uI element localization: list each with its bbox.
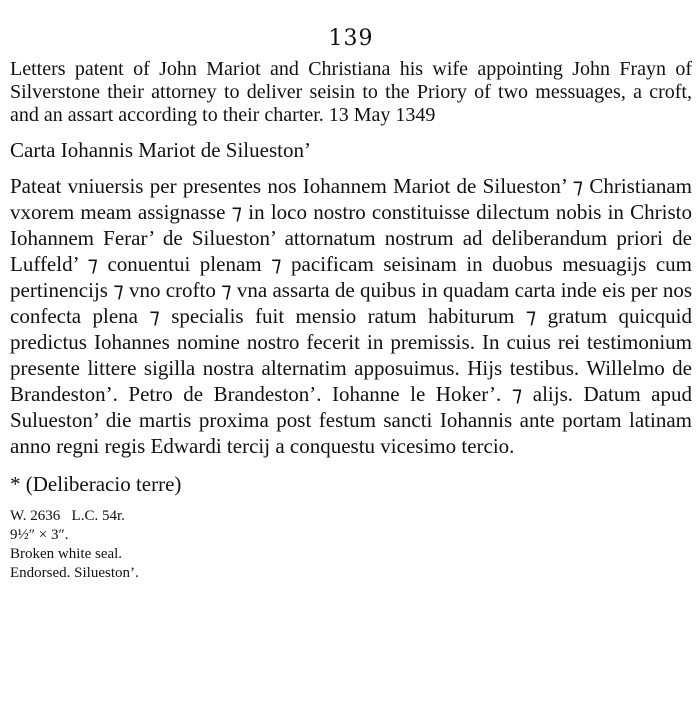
endorsed-line: Endorsed. Silueston’. <box>10 565 139 581</box>
document-title: Carta Iohannis Mariot de Silueston’ <box>10 138 311 162</box>
dimensions-line: 9½″ × 3″. <box>10 527 69 543</box>
document-summary: Letters patent of John Mariot and Christiana his wife appointing John Frayn of Silverstone their attorney to deliver seisin to the Priory of two messuages, a croft, and an assart according to their charter. 13 May 1349 <box>10 58 692 126</box>
reference-line: W. 2636 L.C. 54r. <box>10 508 125 524</box>
page-number: 139 <box>328 26 374 51</box>
seal-line: Broken white seal. <box>10 546 123 562</box>
archival-metadata <box>10 507 692 583</box>
endorsement-note: * (Deliberacio terre) <box>10 472 182 496</box>
document-page <box>10 26 692 583</box>
charter-text: Pateat vniuersis per presentes nos Iohannem Mariot de Silueston’ ⁊ Christianam vxorem meam assignasse ⁊ in loco nostro constituisse dilectum nobis in Christo Iohannem Ferar’ de Silueston’ attornatum nostrum ad deliberandum priori de Luffeld’ ⁊ conuentui plenam ⁊ pacificam seisinam in duobus mesuagijs cum pertinencijs ⁊ vno crofto ⁊ vna assarta de quibus in quadam carta inde eis per nos confecta plena ⁊ specialis fuit mensio ratum habiturum ⁊ gratum quicquid predictus Iohannes nomine nostro fecerit in premissis. In cuius rei testimonium presente littere sigilla nostra alternatim apposuimus. Hijs testibus. Willelmo de Brandeston’. Petro de Brandeston’. Iohanne le Hoker’. ⁊ alijs. Datum apud Sulueston’ die martis proxima post festum sancti Iohannis ante portam latinam anno regni regis Edwardi tercij a conquestu vicesimo tercio. <box>10 174 692 458</box>
